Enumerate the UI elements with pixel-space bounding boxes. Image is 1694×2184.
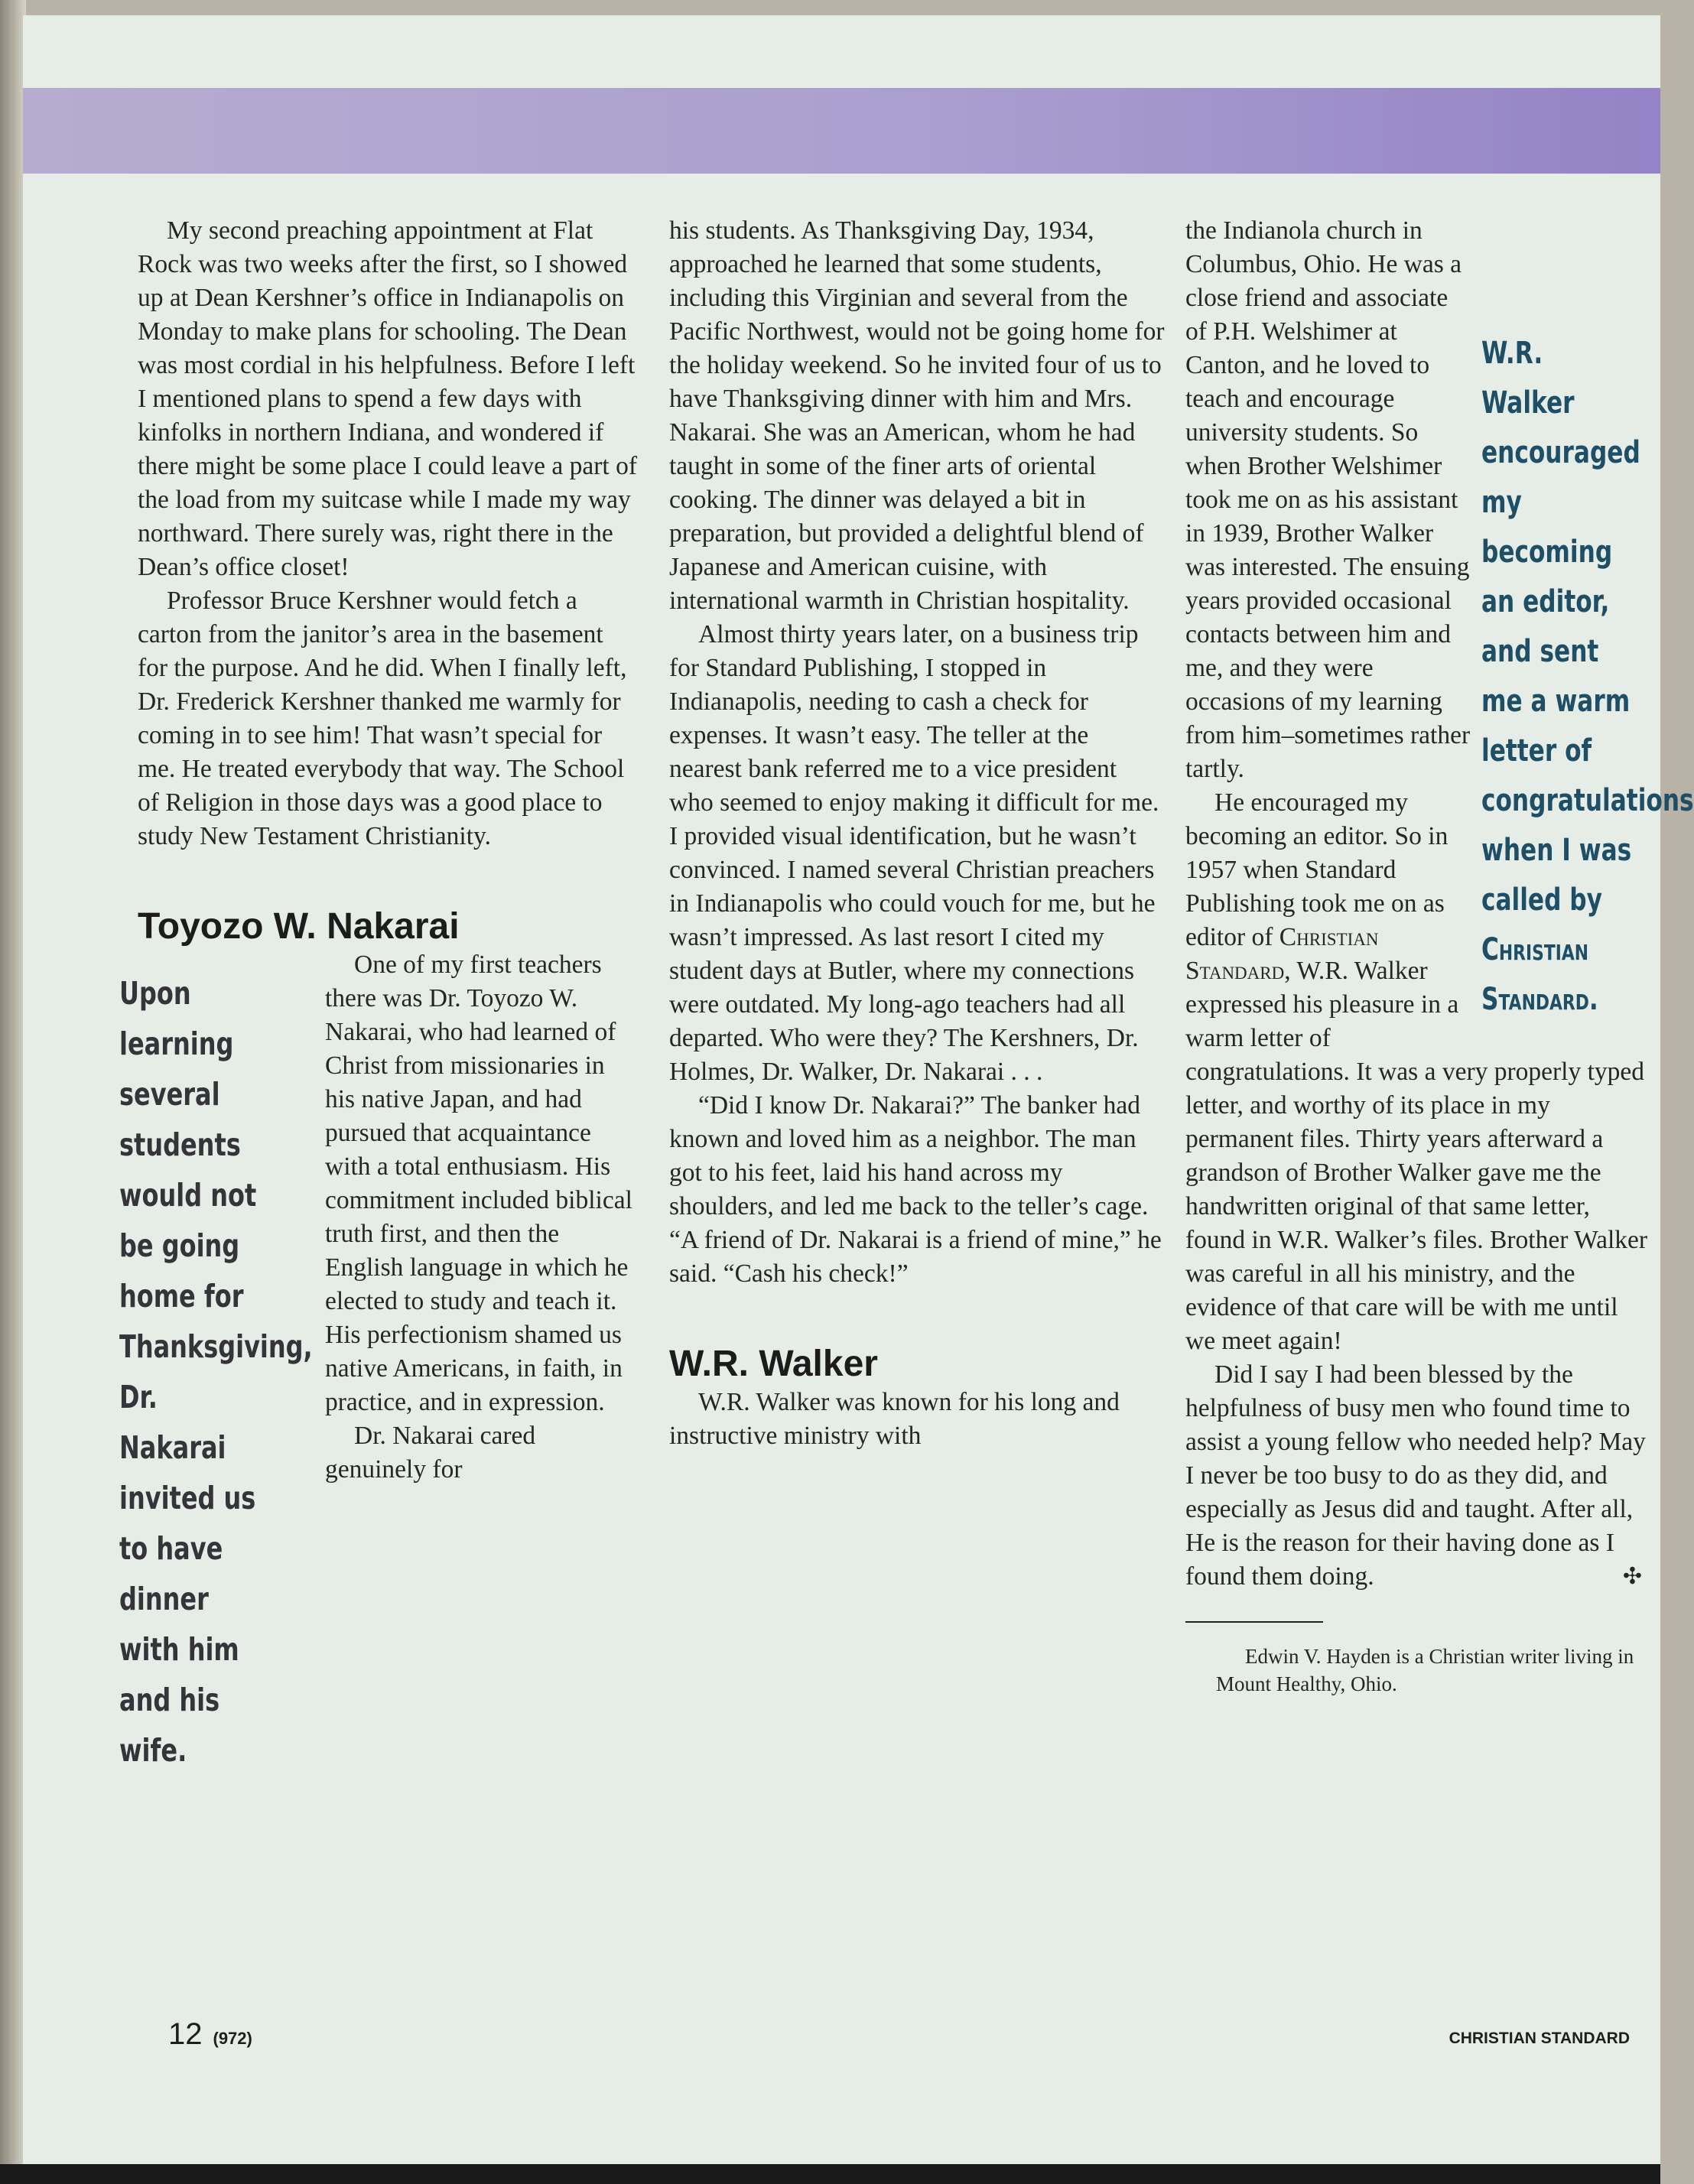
paragraph: his students. As Thanksgiving Day, 1934, approached he learned that some students, including this Virginian and several from the Pacific Northwest, would not be going home for the holiday weekend. So he invited four of us to have Thanksgiving dinner with him and Mrs. Nakarai. She was an American, whom he had taught in some of the finer arts of oriental cooking. The dinner was delayed a bit in preparation, but provided a delightful blend of Japanese and American cuisine, with international warmth in Christian hospitality. [669,216,1165,615]
section-heading-nakarai: Toyozo W. Nakarai [138,906,460,947]
paragraph: One of my first teachers there was Dr. Toyozo W. Nakarai, who had learned of Christ from missionaries in his native Japan, and had pursued that acquaintance with a total enthusiasm. His commitment included biblical truth first, and then the English language in which he elected to study and teach it. His perfectionism shamed us native Americans, in faith, in practice, and in expression. [325,951,632,1416]
page-number [168,2017,252,2052]
issue-page-number: (972) [213,2029,252,2048]
paragraph-text: He encouraged my becoming an editor. So in 1957 when Standard Publishing took me on as editor of [1185,788,1449,951]
magazine-name: Christian Standard [1185,923,1379,985]
paragraph: the Indianola church in Columbus, Ohio. He was a close friend and associate of P.H. Welshimer at Canton, and he loved to teach and encourage university students. So when Brother Welshimer took me on as his assistant in 1939, Brother Walker was interested. The ensuing years provided occasional contacts between him and me, and they were occasions of my learning from him–sometimes rather tartly. [1185,216,1471,783]
paragraph: Almost thirty years later, on a business trip for Standard Publishing, I stopped in Indianapolis, needing to cash a check for expenses. It wasn’t easy. The teller at the nearest bank referred me to a vice president who seemed to enjoy making it difficult for me. I provided visual identification, but he wasn’t convinced. I named several Christian preachers in Indianapolis who could vouch for me, but he wasn’t impressed. As last resort I cited my student days at Butler, where my connections were outdated. My long-ago teachers had all departed. Who were they? The Kershners, Dr. Holmes, Dr. Walker, Dr. Nakarai . . . [669,620,1159,1086]
magazine-footer-title: CHRISTIAN STANDARD [1449,2030,1630,2047]
paragraph-text: Did I say I had been blessed by the helpfulness of busy men who found time to assist a young fellow who needed help? May I never be too busy to do as they did, and especially as Jesus did and taught. After all, He is the reason for their having done as I found them doing. [1185,1360,1646,1591]
pull-quote-nakarai: Upon learning several students would not be going home for Thanksgiving, Dr. Nakarai invited us to have dinner with him and his wife. [119,975,313,1769]
pull-quote-text: W.R. Walker encouraged my becoming an editor, and sent me a warm letter of congratulations when I was called by [1481,336,1694,918]
bio-divider [1185,1621,1323,1623]
paragraph: Professor Bruce Kershner would fetch a carton from the janitor’s area in the basement for the purpose. And he did. When I finally left, Dr. Frederick Kershner thanked me warmly for coming in to see him! That wasn’t special for me. He treated everybody that way. The School of Religion in those days was a good place to study New Testament Christianity. [138,587,627,850]
pull-quote-magazine-name: Christian Standard. [1481,932,1598,1017]
paragraph: W.R. Walker was known for his long and instructive ministry with [669,1388,1120,1450]
end-mark-icon: ✣ [1622,1564,1642,1589]
page-number-value: 12 [168,2017,203,2051]
bottom-page-edge [0,2164,1660,2184]
pull-quote-walker [1481,329,1694,1025]
column-2 [669,214,1166,1453]
header-color-band [23,88,1660,174]
magazine-page [23,15,1694,2164]
paragraph [1185,1358,1648,1594]
column-3 [1185,214,1694,1698]
column-1 [119,214,639,1783]
section-heading-walker: W.R. Walker [669,1344,878,1384]
page-spine-shadow [0,0,26,2184]
paragraph-text: , W.R. Walker expressed his pleasure in a warm letter of congratulations. It was a very properly typed letter, and worthy of its place in my permanent files. Thirty years afterward a grandson of Brother Walker gave me the handwritten original of that same letter, found in W.R. Walker’s files. Brother Walker was careful in all his ministry, and the evidence of that care will be with me until we meet again! [1185,957,1648,1355]
paragraph: My second preaching appointment at Flat Rock was two weeks after the first, so I showed up at Dean Kershner’s office in Indianapolis on Monday to make plans for schooling. The Dean was most cordial in his helpfulness. Before I left I mentioned plans to spend a few days with kinfolks in northern Indiana, and wondered if there might be some place I could leave a part of the load from my suitcase while I made my way northward. There surely was, right there in the Dean’s office closet! [138,216,637,581]
author-bio: Edwin V. Hayden is a Christian writer living in Mount Healthy, Ohio. [1216,1645,1634,1695]
paragraph: “Did I know Dr. Nakarai?” The banker had known and loved him as a neighbor. The man got to his feet, laid his hand across my shoulders, and led me back to the teller’s cage. “A friend of Dr. Nakarai is a friend of mine,” he said. “Cash his check!” [669,1091,1162,1288]
paragraph: Dr. Nakarai cared genuinely for [325,1422,536,1484]
